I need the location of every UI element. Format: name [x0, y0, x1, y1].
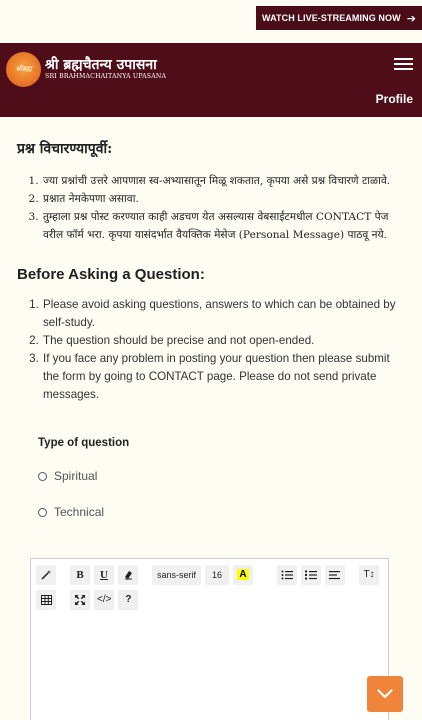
- radio-spiritual[interactable]: [38, 469, 405, 483]
- profile-link[interactable]: Profile: [375, 92, 413, 106]
- chevron-down-icon: [377, 689, 393, 699]
- list-item: 1. Please avoid asking questions, answers to which can be obtained by self-study.: [42, 296, 405, 332]
- font-family-select[interactable]: sans-serif: [152, 565, 201, 585]
- text-color-button[interactable]: [233, 565, 253, 585]
- text-color-label: A: [239, 569, 247, 580]
- marathi-heading: प्रश्न विचारण्यापूर्वी:: [17, 141, 113, 157]
- ordered-list-icon[interactable]: [301, 565, 321, 585]
- magic-wand-icon[interactable]: [36, 565, 56, 585]
- watch-live-streaming-label: WATCH LIVE-STREAMING NOW: [261, 13, 401, 23]
- radio-label: Spiritual: [54, 469, 98, 483]
- top-bar: [0, 0, 422, 43]
- radio-label: Technical: [54, 505, 105, 519]
- list-item: 1. ज्या प्रश्नांची उत्तरे आपणास स्व-अभ्यासातून मिळू शकतात, कृपया असे प्रश्न विचारणे टाळावे.: [42, 172, 405, 190]
- editor-toolbar: [31, 559, 388, 610]
- site-header: [0, 43, 422, 117]
- hamburger-menu-icon[interactable]: [394, 58, 413, 70]
- marathi-guidelines-list: [17, 172, 405, 244]
- english-heading: Before Asking a Question:: [17, 266, 205, 283]
- eraser-icon[interactable]: [118, 565, 138, 585]
- list-item: 3. तुम्हाला प्रश्न पोस्ट करण्यात काही अडचण येत असल्यास वेबसाईटमधील CONTACT पेज वरील फॉर्म भरा. कृपया यासंदर्भात वैयक्तिक मेसेज (Personal Message) पाठवू नये.: [42, 208, 405, 244]
- bold-button[interactable]: B: [70, 565, 90, 585]
- scroll-to-top-button[interactable]: [367, 676, 403, 712]
- fullscreen-icon[interactable]: [70, 590, 90, 610]
- help-button[interactable]: ?: [118, 590, 138, 610]
- logo-text: श्रीब्रह्म: [15, 65, 32, 73]
- question-editor[interactable]: [30, 558, 389, 720]
- radio-button[interactable]: [38, 472, 47, 481]
- arrow-right-icon: ➔: [406, 12, 417, 25]
- watch-live-streaming-button[interactable]: [256, 6, 422, 30]
- radio-button[interactable]: [38, 508, 47, 517]
- code-view-button[interactable]: </>: [94, 590, 114, 610]
- english-guidelines-list: [17, 296, 405, 404]
- site-logo[interactable]: [6, 52, 41, 87]
- brand-name-english[interactable]: SRI BRAHMACHAITANYA UPASANA: [45, 73, 167, 80]
- unordered-list-icon[interactable]: [277, 565, 297, 585]
- main-content: [0, 139, 422, 519]
- list-item: 2. The question should be precise and not open-ended.: [42, 332, 405, 350]
- question-type-label: Type of question: [38, 437, 130, 449]
- list-item: 2. प्रश्नात नेमकेपणा असावा.: [42, 190, 405, 208]
- align-icon[interactable]: [325, 565, 345, 585]
- brand-name-hindi[interactable]: श्री ब्रह्मचैतन्य उपासना: [45, 57, 157, 73]
- list-item: 3. If you face any problem in posting your question then please submit the form by going to CONTACT page. Please do not send private messages.: [42, 350, 405, 404]
- radio-technical[interactable]: [38, 505, 405, 519]
- table-icon[interactable]: [36, 590, 56, 610]
- underline-button[interactable]: U: [94, 565, 114, 585]
- text-style-button[interactable]: T↕: [359, 565, 379, 585]
- font-size-select[interactable]: 16: [205, 565, 229, 585]
